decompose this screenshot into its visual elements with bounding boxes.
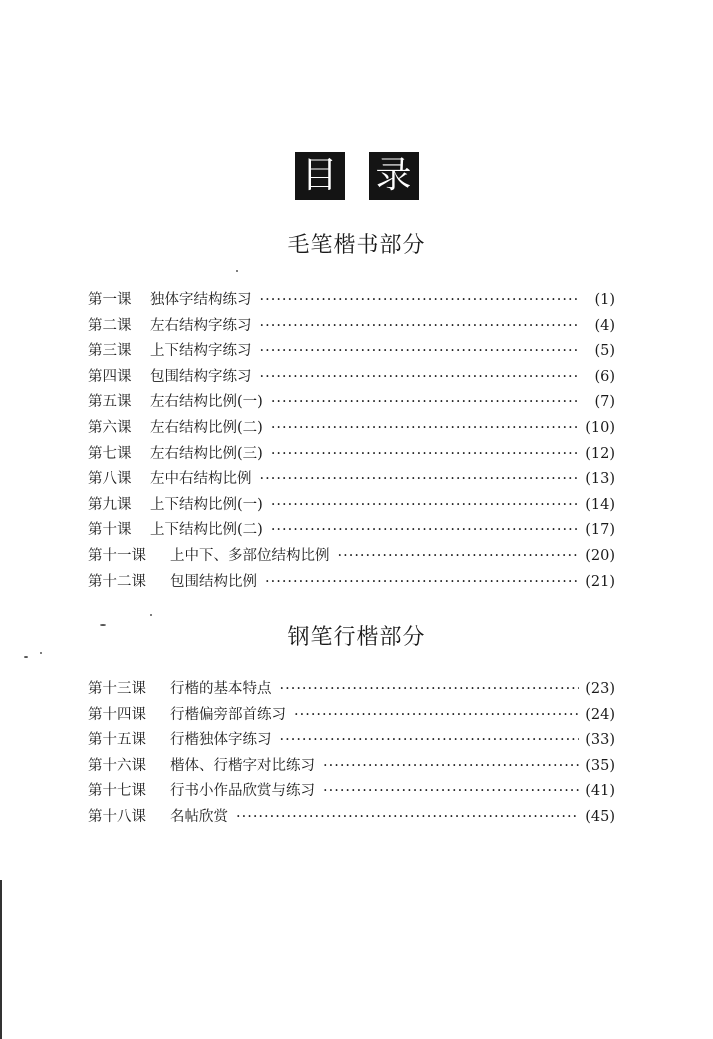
- lesson-title: 名帖欣赏: [170, 808, 228, 825]
- toc-entry[interactable]: [88, 805, 615, 831]
- lesson-number: 第十四课: [88, 706, 146, 723]
- lesson-title: 独体字结构练习: [150, 292, 252, 308]
- lesson-number: 第三课: [88, 343, 132, 360]
- toc-entry[interactable]: [88, 703, 615, 729]
- toc-entry[interactable]: [88, 493, 615, 519]
- scan-speck: [24, 656, 28, 658]
- lesson-number: 第十一课: [88, 547, 146, 564]
- dot-leader: [260, 318, 580, 334]
- page-number: (13): [585, 471, 615, 488]
- scan-speck: [100, 624, 106, 626]
- lesson-title: 行书小作品欣赏与练习: [170, 783, 315, 800]
- lesson-number: 第四课: [88, 368, 132, 385]
- lesson-number: 第九课: [88, 496, 132, 513]
- toc-list-brush: [88, 288, 615, 595]
- toc-entry[interactable]: [88, 728, 615, 754]
- toc-entry[interactable]: [88, 754, 615, 780]
- lesson-title: 左右结构比例(三): [150, 445, 263, 462]
- section-heading-brush: 毛笔楷书部分: [287, 233, 426, 258]
- toc-list-pen: [88, 677, 615, 831]
- lesson-title: 包围结构字练习: [150, 368, 252, 385]
- lesson-title: 行楷的基本特点: [170, 681, 272, 697]
- lesson-title: 楷体、行楷字对比练习: [170, 757, 315, 774]
- toc-entry[interactable]: [88, 416, 615, 442]
- lesson-number: 第一课: [88, 292, 132, 308]
- toc-entry[interactable]: [88, 518, 615, 544]
- lesson-title: 行楷独体字练习: [170, 732, 272, 749]
- page-number: (33): [585, 732, 615, 749]
- dot-leader: [338, 548, 580, 564]
- toc-entry[interactable]: [88, 442, 615, 468]
- lesson-number: 第十三课: [88, 681, 146, 697]
- lesson-title: 上中下、多部位结构比例: [170, 547, 330, 564]
- dot-leader: [280, 681, 580, 697]
- page-number: (5): [594, 343, 615, 360]
- toc-entry[interactable]: [88, 467, 615, 493]
- toc-entry[interactable]: [88, 779, 615, 805]
- lesson-number: 第六课: [88, 419, 132, 436]
- title-char-1: 目: [295, 152, 345, 200]
- dot-leader: [294, 707, 579, 723]
- page-number: (1): [594, 292, 615, 308]
- scan-edge-line: [0, 880, 2, 1039]
- lesson-number: 第十六课: [88, 757, 146, 774]
- page-number: (21): [585, 573, 615, 590]
- scan-speck: [40, 652, 42, 654]
- dot-leader: [271, 497, 579, 513]
- lesson-title: 包围结构比例: [170, 573, 257, 590]
- page-title: [0, 152, 713, 200]
- toc-entry[interactable]: [88, 390, 615, 416]
- dot-leader: [271, 446, 579, 462]
- toc-entry[interactable]: [88, 365, 615, 391]
- page-number: (41): [585, 783, 615, 800]
- page-number: (7): [594, 394, 615, 411]
- dot-leader: [323, 758, 579, 774]
- dot-leader: [260, 369, 580, 385]
- page-number: (6): [594, 368, 615, 385]
- lesson-number: 第十八课: [88, 808, 146, 825]
- page-number: (23): [585, 681, 615, 697]
- page-number: (10): [585, 419, 615, 436]
- page-number: (20): [585, 547, 615, 564]
- scan-speck: [150, 614, 152, 616]
- dot-leader: [260, 471, 580, 487]
- page-number: (17): [585, 522, 615, 539]
- toc-entry[interactable]: [88, 339, 615, 365]
- lesson-title: 左中右结构比例: [150, 471, 252, 488]
- toc-entry[interactable]: [88, 314, 615, 340]
- dot-leader: [280, 732, 580, 748]
- toc-entry[interactable]: [88, 570, 615, 596]
- lesson-number: 第十课: [88, 522, 132, 539]
- lesson-number: 第五课: [88, 394, 132, 411]
- lesson-title: 左右结构比例(二): [150, 419, 263, 436]
- page-number: (4): [594, 317, 615, 334]
- section-heading-pen: 钢笔行楷部分: [287, 625, 426, 650]
- dot-leader: [260, 292, 580, 308]
- lesson-title: 左右结构比例(一): [150, 394, 263, 411]
- lesson-number: 第十七课: [88, 783, 146, 800]
- toc-entry[interactable]: [88, 677, 615, 703]
- page-number: (14): [585, 496, 615, 513]
- lesson-number: 第十二课: [88, 573, 146, 590]
- lesson-number: 第七课: [88, 445, 132, 462]
- lesson-number: 第十五课: [88, 732, 146, 749]
- toc-entry[interactable]: [88, 544, 615, 570]
- lesson-title: 上下结构比例(二): [150, 522, 263, 539]
- dot-leader: [271, 420, 579, 436]
- page-number: (12): [585, 445, 615, 462]
- page-number: (24): [585, 706, 615, 723]
- dot-leader: [260, 343, 580, 359]
- dot-leader: [271, 394, 579, 410]
- lesson-title: 上下结构比例(一): [150, 496, 263, 513]
- title-char-2: 录: [369, 152, 419, 200]
- dot-leader: [236, 809, 579, 825]
- lesson-title: 行楷偏旁部首练习: [170, 706, 286, 723]
- toc-entry[interactable]: [88, 288, 615, 314]
- page-number: (45): [585, 808, 615, 825]
- dot-leader: [271, 522, 579, 538]
- dot-leader: [323, 783, 579, 799]
- lesson-title: 上下结构字练习: [150, 343, 252, 360]
- lesson-title: 左右结构字练习: [150, 317, 252, 334]
- scan-speck: [236, 270, 238, 272]
- lesson-number: 第二课: [88, 317, 132, 334]
- dot-leader: [265, 574, 579, 590]
- page-number: (35): [585, 757, 615, 774]
- lesson-number: 第八课: [88, 471, 132, 488]
